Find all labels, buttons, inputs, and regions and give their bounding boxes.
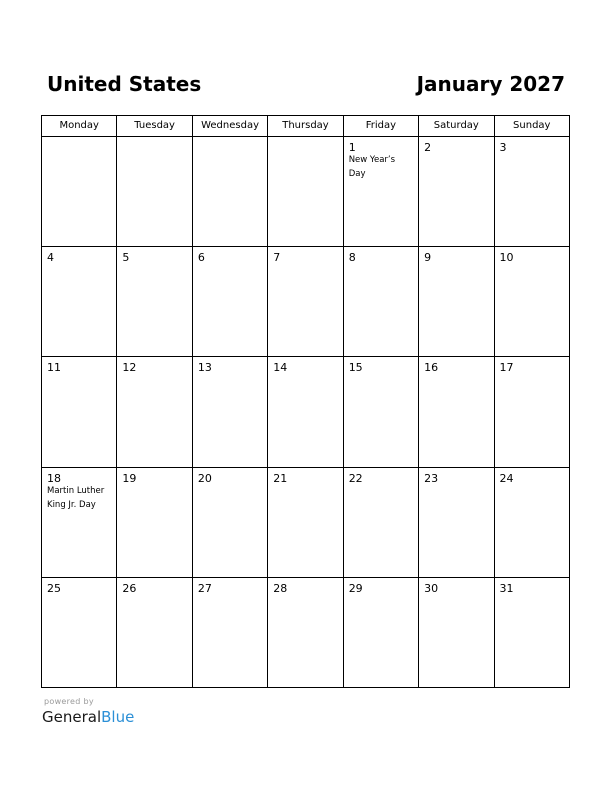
week-row bbox=[42, 467, 570, 577]
day-cell bbox=[419, 577, 494, 687]
day-cell bbox=[117, 357, 192, 467]
day-number: 11 bbox=[47, 361, 61, 375]
week-row bbox=[42, 357, 570, 467]
day-number: 30 bbox=[424, 581, 439, 595]
day-cell bbox=[42, 577, 117, 687]
day-cell bbox=[494, 467, 569, 577]
day-number: 25 bbox=[47, 581, 61, 595]
day-cell bbox=[42, 467, 117, 577]
weekday-header-thursday: Thursday bbox=[268, 116, 343, 137]
weekday-header-wednesday: Wednesday bbox=[192, 116, 267, 137]
day-cell bbox=[343, 577, 418, 687]
weekday-header-row bbox=[42, 116, 570, 137]
week-row bbox=[42, 137, 570, 247]
weekday-header-saturday: Saturday bbox=[419, 116, 494, 137]
weekday-header-friday: Friday bbox=[343, 116, 418, 137]
weekday-header-tuesday: Tuesday bbox=[117, 116, 192, 137]
day-number: 14 bbox=[273, 361, 288, 375]
day-number bbox=[193, 137, 267, 141]
day-number: 21 bbox=[273, 471, 288, 485]
day-cell bbox=[494, 247, 569, 357]
brand-blue-text: Blue bbox=[101, 708, 135, 726]
generalblue-logo[interactable] bbox=[42, 707, 134, 727]
day-cell bbox=[343, 247, 418, 357]
day-cell bbox=[419, 357, 494, 467]
weekday-header-monday: Monday bbox=[42, 116, 117, 137]
day-number: 15 bbox=[348, 361, 363, 375]
day-number bbox=[42, 137, 116, 141]
day-cell bbox=[419, 247, 494, 357]
day-number: 31 bbox=[499, 581, 514, 595]
day-cell bbox=[268, 247, 343, 357]
footer-brand bbox=[42, 697, 134, 727]
day-number: 16 bbox=[424, 361, 439, 375]
day-number: 26 bbox=[122, 581, 137, 595]
day-number: 5 bbox=[122, 251, 130, 265]
day-number: 29 bbox=[348, 581, 363, 595]
day-number: 9 bbox=[424, 251, 432, 265]
day-number: 13 bbox=[197, 361, 212, 375]
day-cell bbox=[419, 137, 494, 247]
day-cell bbox=[117, 247, 192, 357]
holiday-label: Martin Luther King Jr. Day bbox=[47, 485, 105, 510]
day-cell bbox=[192, 467, 267, 577]
day-cell bbox=[268, 137, 343, 247]
day-cell bbox=[117, 137, 192, 247]
day-number: 27 bbox=[197, 581, 212, 595]
day-number: 4 bbox=[47, 251, 54, 265]
day-number bbox=[117, 137, 191, 141]
day-number: 22 bbox=[348, 471, 363, 485]
day-number: 20 bbox=[197, 471, 212, 485]
day-number: 8 bbox=[348, 251, 356, 265]
day-cell bbox=[192, 357, 267, 467]
day-number: 24 bbox=[499, 471, 514, 485]
weekday-header-sunday: Sunday bbox=[494, 116, 569, 137]
day-cell bbox=[192, 577, 267, 687]
day-cell bbox=[117, 577, 192, 687]
day-number: 28 bbox=[273, 581, 288, 595]
brand-general-text: General bbox=[42, 708, 102, 726]
day-number: 3 bbox=[499, 141, 507, 154]
day-cell bbox=[343, 467, 418, 577]
day-number: 19 bbox=[122, 471, 137, 485]
day-number: 1 bbox=[348, 141, 356, 154]
day-cell bbox=[494, 357, 569, 467]
day-cell bbox=[494, 137, 569, 247]
day-cell bbox=[192, 247, 267, 357]
day-cell bbox=[192, 137, 267, 247]
month-year-title: January 2027 bbox=[416, 72, 565, 96]
week-row bbox=[42, 247, 570, 357]
calendar-grid bbox=[41, 115, 570, 688]
day-number: 6 bbox=[197, 251, 205, 265]
day-cell bbox=[42, 247, 117, 357]
day-cell bbox=[42, 357, 117, 467]
day-cell bbox=[494, 577, 569, 687]
day-number: 18 bbox=[47, 471, 61, 485]
day-number: 17 bbox=[499, 361, 514, 375]
day-number: 12 bbox=[122, 361, 137, 375]
day-cell bbox=[42, 137, 117, 247]
day-number: 7 bbox=[273, 251, 281, 265]
day-cell bbox=[268, 467, 343, 577]
day-number bbox=[268, 137, 342, 141]
day-cell bbox=[268, 357, 343, 467]
powered-by-text: powered by bbox=[44, 697, 94, 706]
day-number: 2 bbox=[424, 141, 432, 154]
day-number: 23 bbox=[424, 471, 439, 485]
day-cell bbox=[117, 467, 192, 577]
day-number: 10 bbox=[499, 251, 514, 265]
country-title: United States bbox=[47, 72, 202, 96]
day-cell bbox=[343, 137, 418, 247]
day-cell bbox=[343, 357, 418, 467]
day-cell bbox=[419, 467, 494, 577]
week-row bbox=[42, 577, 570, 687]
holiday-label: New Year’s Day bbox=[348, 155, 396, 179]
day-cell bbox=[268, 577, 343, 687]
